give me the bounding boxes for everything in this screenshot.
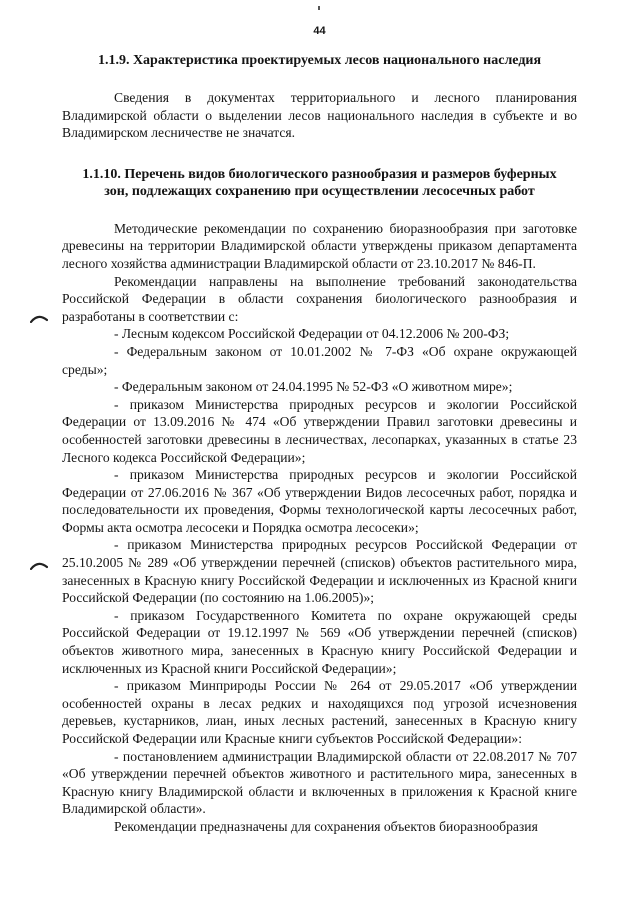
- legal-basis-list: [62, 325, 577, 818]
- margin-mark: [30, 313, 48, 323]
- paragraph: Рекомендации направлены на выполнение требований законодательства Российской Федерации в области сохранения биологического разнообразия и разработаны в соответствии с:: [62, 273, 577, 324]
- list-item: - Федеральным законом от 24.04.1995 № 52-ФЗ «О животном мире»;: [114, 379, 513, 395]
- section-heading: [62, 166, 577, 200]
- section-heading: 1.1.9. Характеристика проектируемых лесов национального наследия: [97, 53, 542, 68]
- paragraph: Методические рекомендации по сохранению биоразнообразия при заготовке древесины на территории Владимирской области утверждены приказом департамента лесного хозяйства администрации Владимирской области от 23.10.2017 № 846-П.: [62, 220, 577, 271]
- list-item: - Федеральным законом от 10.01.2002 № 7-ФЗ «Об охране окружающей среды»;: [62, 343, 577, 377]
- heading-line: зон, подлежащих сохранению при осуществлении лесосечных работ: [104, 183, 535, 199]
- list-item: - постановлением администрации Владимирской области от 22.08.2017 № 707 «Об утверждении перечней объектов животного и растительного мира, занесенных в Красную книгу Владимирской области и включенных в приложения к Красной книге Владимирской области».: [62, 748, 577, 817]
- list-item: - приказом Минприроды России № 264 от 29.05.2017 «Об утверждении особенностей охраны в лесах редких и находящихся под угрозой исчезновения деревьев, кустарников, лиан, иных лесных растений, занесенных в Красную книгу Российской Федерации или Красные книги субъектов Российской Федерации»:: [62, 678, 577, 746]
- list-item: - приказом Министерства природных ресурсов Российской Федерации от 25.10.2005 № 289 «Об утверждении перечней (списков) объектов растительного мира, занесенных в Красную книгу Российской Федерации и исключенных из Красной книги Российской Федерации (по состоянию на 1.06.2005)»;: [62, 537, 577, 606]
- list-item: - Лесным кодексом Российской Федерации от 04.12.2006 № 200-ФЗ;: [114, 326, 510, 342]
- document-body: [62, 52, 577, 836]
- paragraph: Сведения в документах территориального и лесного планирования Владимирской области о выделении лесов национального наследия в субъекте и во Владимирском лесничестве не значатся.: [62, 90, 577, 141]
- heading-line: 1.1.10. Перечень видов биологического разнообразия и размеров буферных: [82, 166, 557, 182]
- page-number: 44: [313, 25, 326, 37]
- paragraph: Рекомендации предназначены для сохранения объектов биоразнообразия: [114, 818, 538, 834]
- scan-dot: [318, 6, 320, 10]
- margin-mark: [30, 560, 48, 570]
- list-item: - приказом Министерства природных ресурсов и экологии Российской Федерации от 27.06.2016 № 367 «Об утверждении Видов лесосечных работ, порядка и последовательности их проведения, Формы технологической карты лесосечных работ, Формы акта осмотра лесосеки и Порядка осмотра лесосеки»;: [62, 467, 577, 535]
- list-item: - приказом Министерства природных ресурсов и экологии Российской Федерации от 13.09.2016 № 474 «Об утверждении Правил заготовки древесины и особенностей заготовки древесины в лесничествах, лесопарках, указанных в статье 23 Лесного кодекса Российской Федерации»;: [62, 396, 577, 465]
- list-item: - приказом Государственного Комитета по охране окружающей среды Российской Федерации от 19.12.1997 № 569 «Об утверждении перечней (списков) объектов животного мира, занесенных в Красную книгу Российской Федерации и исключенных из Красной книги Российской Федерации»;: [62, 607, 577, 676]
